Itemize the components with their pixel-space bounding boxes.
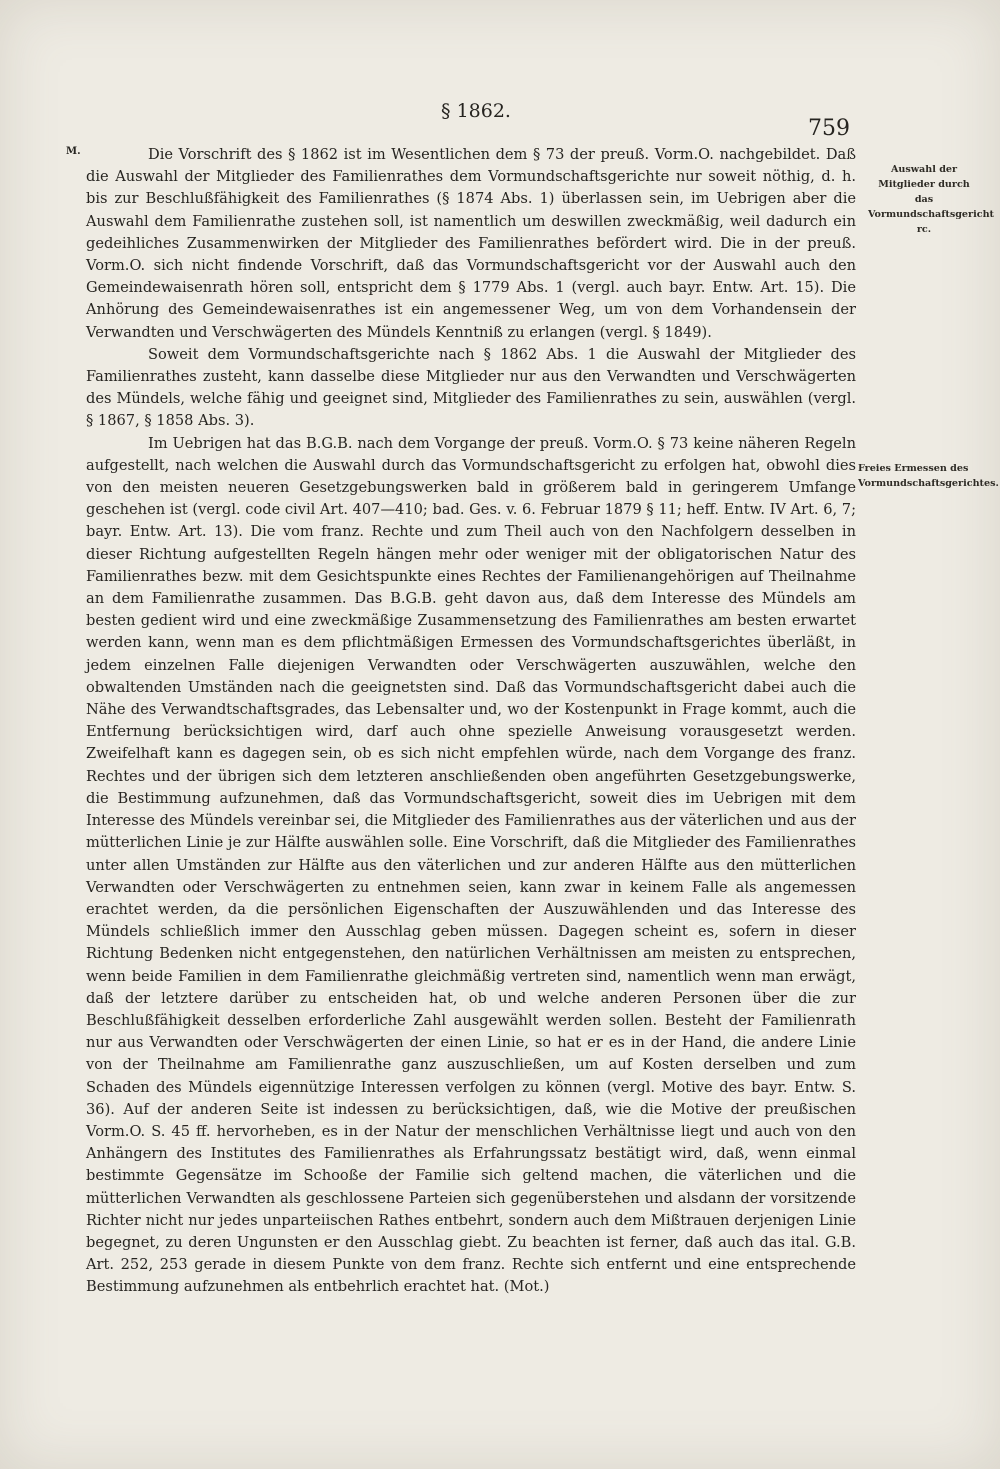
- paragraph-1: Die Vorschrift des § 1862 ist im Wesentlichen dem § 73 der preuß. Vorm.O. nachgebildet. Daß die Auswahl der Mitglieder des Familienrathes dem Vormundschaftsgerichte nur soweit nöthig, d. h. bis zur Beschlußfähigkeit des Familienrathes (§ 1874 Abs. 1) überlassen sein, im Uebrigen aber die Auswahl dem Familienrathe zustehen soll, ist namentlich um deswillen zweckmäßig, weil dadurch ein gedeihliches Zusammenwirken der Mitglieder des Familienrathes befördert wird. Die in der preuß. Vorm.O. sich nicht findende Vorschrift, daß das Vormundschaftsgericht vor der Auswahl auch den Gemeindewaisenrath hören soll, entspricht dem § 1779 Abs. 1 (vergl. auch bayr. Entw. Art. 15). Die Anhörung des Gemeindewaisenrathes ist ein angemessener Weg, um von dem Vorhandensein der Verwandten und Verschwägerten des Mündels Kenntniß zu erlangen (vergl. § 1849).: [86, 146, 856, 341]
- sidenote-discretion: Freies Ermessen des Vormundschaftsgerichtes.: [858, 463, 999, 489]
- margin-marker: M.: [66, 146, 81, 157]
- paragraph-3: Im Uebrigen hat das B.G.B. nach dem Vorgange der preuß. Vorm.O. § 73 keine näheren Regeln aufgestellt, nach welchen die Auswahl durch das Vormundschaftsgericht zu erfolgen hat, obwohl dies von den meisten neueren Gesetzgebungswerken bald in größerem bald in geringerem Umfange geschehen ist (vergl. code civil Art. 407—410; bad. Ges. v. 6. Februar 1879 § 11; heff. Entw. IV Art. 6, 7; bayr. Entw. Art. 13). Die vom franz. Rechte und zum Theil auch von den Nachfolgern desselben in dieser Richtung aufgestellten Regeln hängen mehr oder weniger mit der obligatorischen Natur des Familienrathes bezw. mit dem Gesichtspunkte eines Rechtes der Familienangehörigen auf Theilnahme an dem Familienrathe zusammen. Das B.G.B. geht davon aus, daß dem Interesse des Mündels am besten gedient wird und eine zweckmäßige Zusammensetzung des Familienrathes am besten erwartet werden kann, wenn man es dem pflichtmäßigen Ermessen des Vormundschaftsgerichtes überläßt, in jedem einzelnen Falle diejenigen Verwandten oder Verschwägerten auszuwählen, welche den obwaltenden Umständen nach die geeignetsten sind. Daß das Vormundschaftsgericht dabei auch die Nähe des Verwandtschaftsgrades, das Lebensalter und, wo der Kostenpunkt in Frage kommt, auch die Entfernung berücksichtigen wird, darf auch ohne spezielle Anweisung vorausgesetzt werden. Zweifelhaft kann es dagegen sein, ob es sich nicht empfehlen würde, nach dem Vorgange des franz. Rechtes und der übrigen sich dem letzteren anschließenden oben angeführten Gesetzgebungswerke, die Bestimmung aufzunehmen, daß das Vormundschaftsgericht, soweit dies im Uebrigen mit dem Interesse des Mündels vereinbar sei, die Mitglieder des Familienrathes aus der väterlichen und aus der mütterlichen Linie je zur Hälfte auswählen solle. Eine Vorschrift, daß die Mitglieder des Familienrathes unter allen Umständen zur Hälfte aus den väterlichen und zur anderen Hälfte aus den mütterlichen Verwandten oder Verschwägerten zu entnehmen seien, kann zwar in keinem Falle als angemessen erachtet werden, da die persönlichen Eigenschaften der Auszuwählenden und das Interesse des Mündels schließlich immer den Ausschlag geben müssen. Dagegen scheint es, sofern in dieser Richtung Bedenken nicht entgegenstehen, den natürlichen Verhältnissen am meisten zu entsprechen, wenn beide Familien in dem Familienrathe gleichmäßig vertreten sind, namentlich wenn man erwägt, daß der letztere darüber zu entscheiden hat, ob und welche anderen Personen über die zur Beschlußfähigkeit desselben erforderliche Zahl ausgewählt werden sollen. Besteht der Familienrath nur aus Verwandten oder Verschwägerten der einen Linie, so hat er es in der Hand, die andere Linie von der Theilnahme am Familienrathe ganz auszuschließen, um auf Kosten derselben und zum Schaden des Mündels eigennützige Interessen verfolgen zu können (vergl. Motive des bayr. Entw. S. 36). Auf der anderen Seite ist indessen zu berücksichtigen, daß, wie die Motive der preußischen Vorm.O. S. 45 ff. hervorheben, es in der Natur der menschlichen Verhältnisse liegt und auch von den Anhängern des Institutes des Familienrathes als Erfahrungssatz bestätigt wird, daß, wenn einmal bestimmte Gegensätze im Schooße der Familie sich geltend machen, die väterlichen und die mütterlichen Verwandten als geschlossene Parteien sich gegenüberstehen und alsdann der vorsitzende Richter nicht nur jedes unparteiischen Rathes entbehrt, sondern auch dem Mißtrauen derjenigen Linie begegnet, zu deren Ungunsten er den Ausschlag giebt. Zu beachten ist ferner, daß auch das ital. G.B. Art. 252, 253 gerade in diesem Punkte von dem franz. Rechte sich entfernt und eine entsprechende Bestimmung aufzunehmen als entbehrlich erachtet hat. (Mot.): [86, 434, 856, 1296]
- paragraph-2: Soweit dem Vormundschaftsgerichte nach § 1862 Abs. 1 die Auswahl der Mitglieder des Familienrathes zusteht, kann dasselbe diese Mitglieder nur aus den Verwandten und Verschwägerten des Mündels, welche fähig und geeignet sind, Mitglieder des Familienrathes zu sein, auswählen (vergl. § 1867, § 1858 Abs. 3).: [86, 345, 856, 430]
- sidenote-selection: Auswahl der Mitglieder durch das Vormundschaftsgericht rc.: [868, 164, 994, 235]
- page-number: 759: [808, 116, 850, 141]
- main-text: [86, 144, 856, 1299]
- running-header: [0, 100, 1000, 122]
- section-heading: § 1862.: [441, 100, 511, 122]
